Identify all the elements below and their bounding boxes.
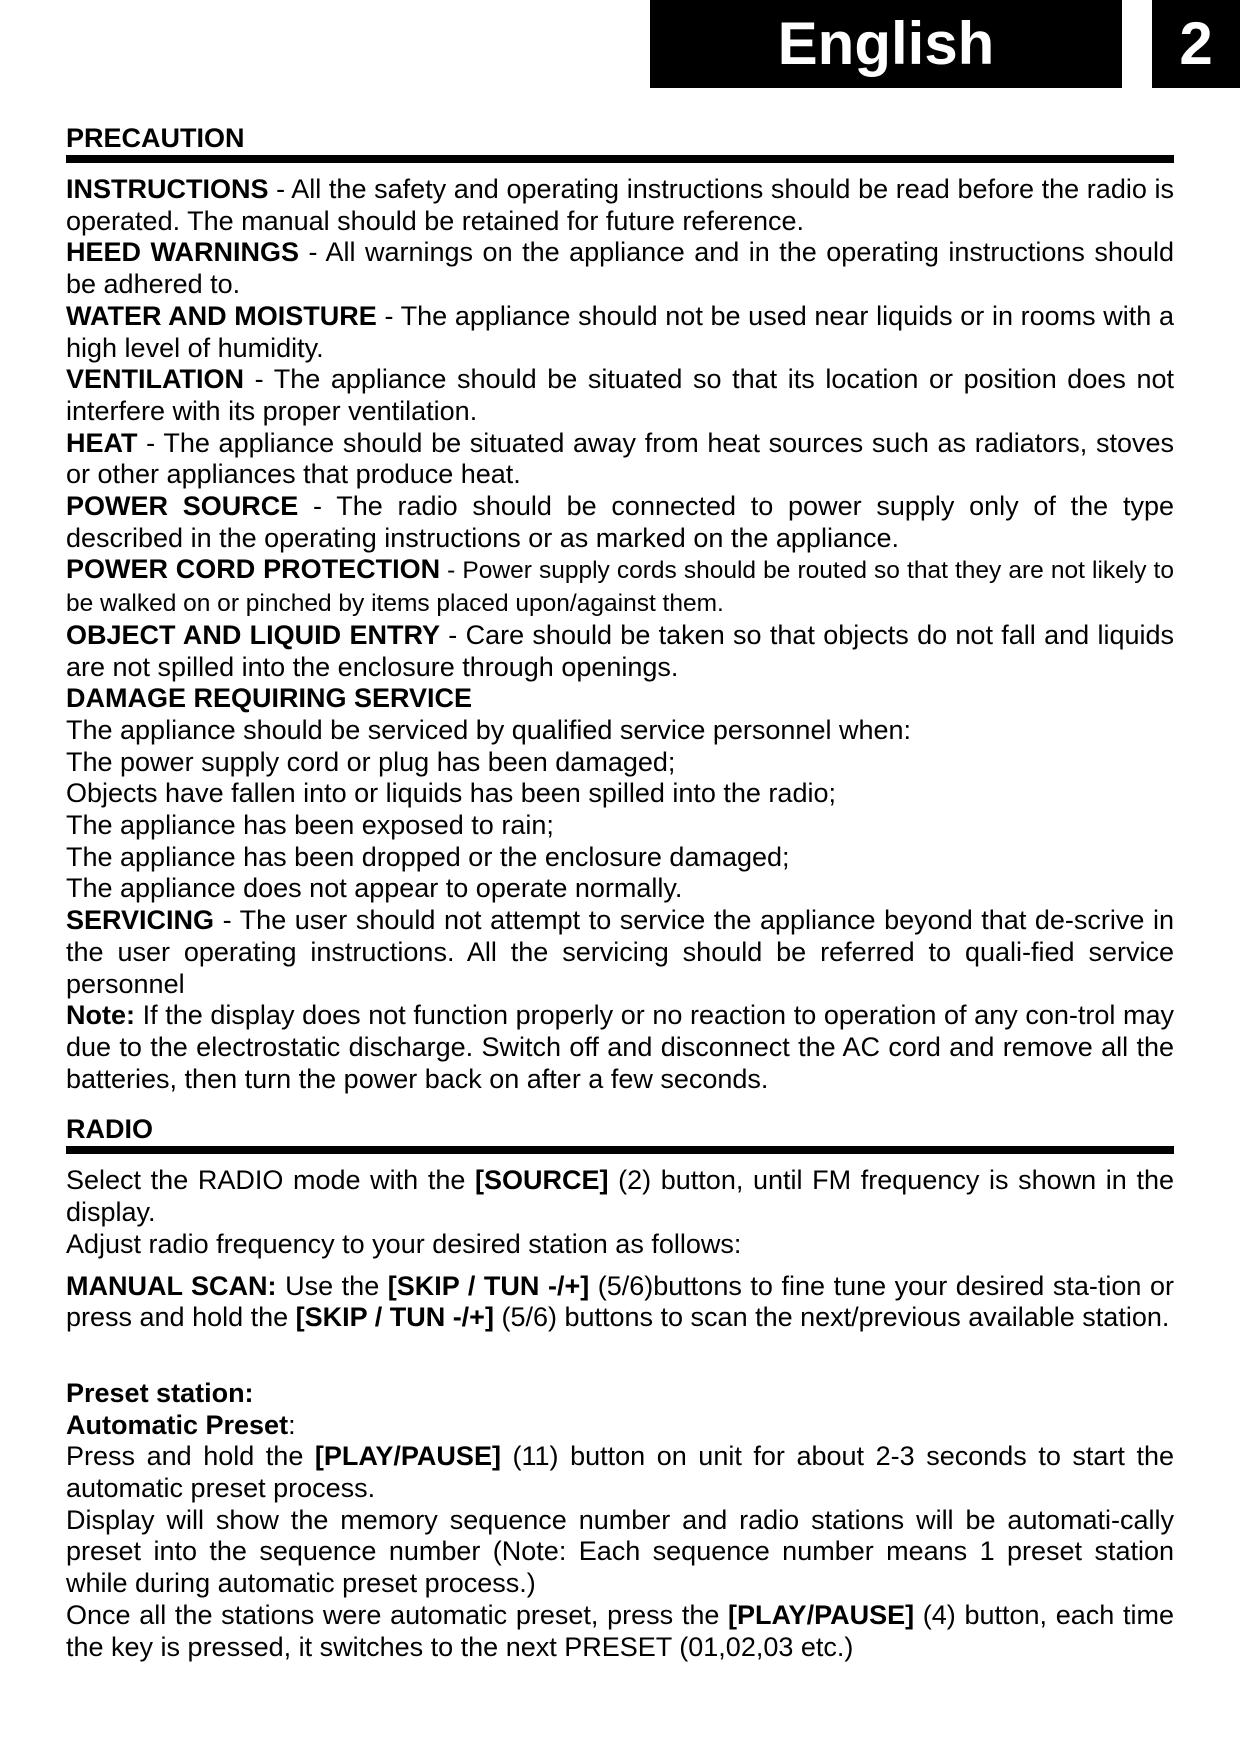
damage-line: The appliance does not appear to operate normally. [66, 873, 683, 904]
precaution-title: PRECAUTION [66, 122, 1174, 163]
note-paragraph: Note: If the display does not function properly or no reaction to operation of any con-trol may due to the electrostatic discharge. Switch off and disconnect the AC cord and remove all the batteries, then turn the power back on after a few seconds. [66, 1000, 1174, 1094]
damage-line: The power supply cord or plug has been damaged; [66, 746, 676, 777]
page-number: 2 [1152, 0, 1240, 88]
damage-line: The appliance has been dropped or the enclosure damaged; [66, 841, 790, 872]
radio-select-mode: Select the RADIO mode with the [SOURCE] (2) button, until FM frequency is shown in the display. [66, 1165, 1174, 1228]
page-content [66, 122, 1174, 1663]
precaution-heat: HEAT - The appliance should be situated away from heat sources such as radiators, stoves or other appliances that produce heat. [66, 427, 1174, 490]
radio-title: RADIO [66, 1113, 1174, 1154]
servicing-paragraph: SERVICING - The user should not attempt to service the appliance beyond that de-scrive in the user operating instructions. All the servicing should be referred to quali-fied service personnel [66, 905, 1174, 999]
preset-station-title: Preset station: [66, 1377, 254, 1408]
damage-title: DAMAGE REQUIRING SERVICE [66, 683, 473, 714]
precaution-ventilation: VENTILATION - The appliance should be situated so that its location or position does not interfere with its proper ventilation. [66, 364, 1174, 426]
radio-manual-scan: MANUAL SCAN: Use the [SKIP / TUN -/+] (5/6)buttons to fine tune your desired sta-tion or press and hold the [SKIP / TUN -/+] (5/6) buttons to scan the next/previous available station. [66, 1270, 1174, 1333]
precaution-object-liquid: OBJECT AND LIQUID ENTRY - Care should be taken so that objects do not fall and liquids are not spilled into the enclosure through openings. [66, 619, 1175, 682]
radio-once-preset: Once all the stations were automatic preset, press the [PLAY/PAUSE] (4) button, each time the key is pressed, it switches to the next PRESET (01,02,03 etc.) [66, 1599, 1174, 1662]
damage-line: The appliance has been exposed to rain; [66, 810, 554, 841]
precaution-power-cord: POWER CORD PROTECTION - Power supply cords should be routed so that they are not likely to be walked on or pinched by items placed upon/against them. [66, 554, 1174, 618]
precaution-water-moisture: WATER AND MOISTURE - The appliance should not be used near liquids or in rooms with a high level of humidity. [66, 300, 1174, 363]
precaution-heed-warnings: HEED WARNINGS - All warnings on the appliance and in the operating instructions should be adhered to. [66, 237, 1174, 300]
precaution-instructions: INSTRUCTIONS - All the safety and operating instructions should be read before the radio is operated. The manual should be retained for future reference. [66, 174, 1174, 236]
radio-press-hold: Press and hold the [PLAY/PAUSE] (11) button on unit for about 2-3 seconds to start the automatic preset process. [66, 1441, 1175, 1504]
radio-adjust: Adjust radio frequency to your desired station as follows: [66, 1228, 742, 1259]
language-tab: English [650, 0, 1122, 88]
damage-line: The appliance should be serviced by qualified service personnel when: [66, 714, 912, 745]
radio-display-info: Display will show the memory sequence number and radio stations will be automati-cally preset into the sequence number (Note: Each sequence number means 1 preset station while during automatic preset process.) [66, 1504, 1174, 1599]
precaution-power-source: POWER SOURCE - The radio should be connected to power supply only of the type described in the operating instructions or as marked on the appliance. [66, 491, 1174, 553]
damage-line: Objects have fallen into or liquids has been spilled into the radio; [66, 778, 836, 809]
automatic-preset-title: Automatic Preset: [66, 1409, 296, 1440]
